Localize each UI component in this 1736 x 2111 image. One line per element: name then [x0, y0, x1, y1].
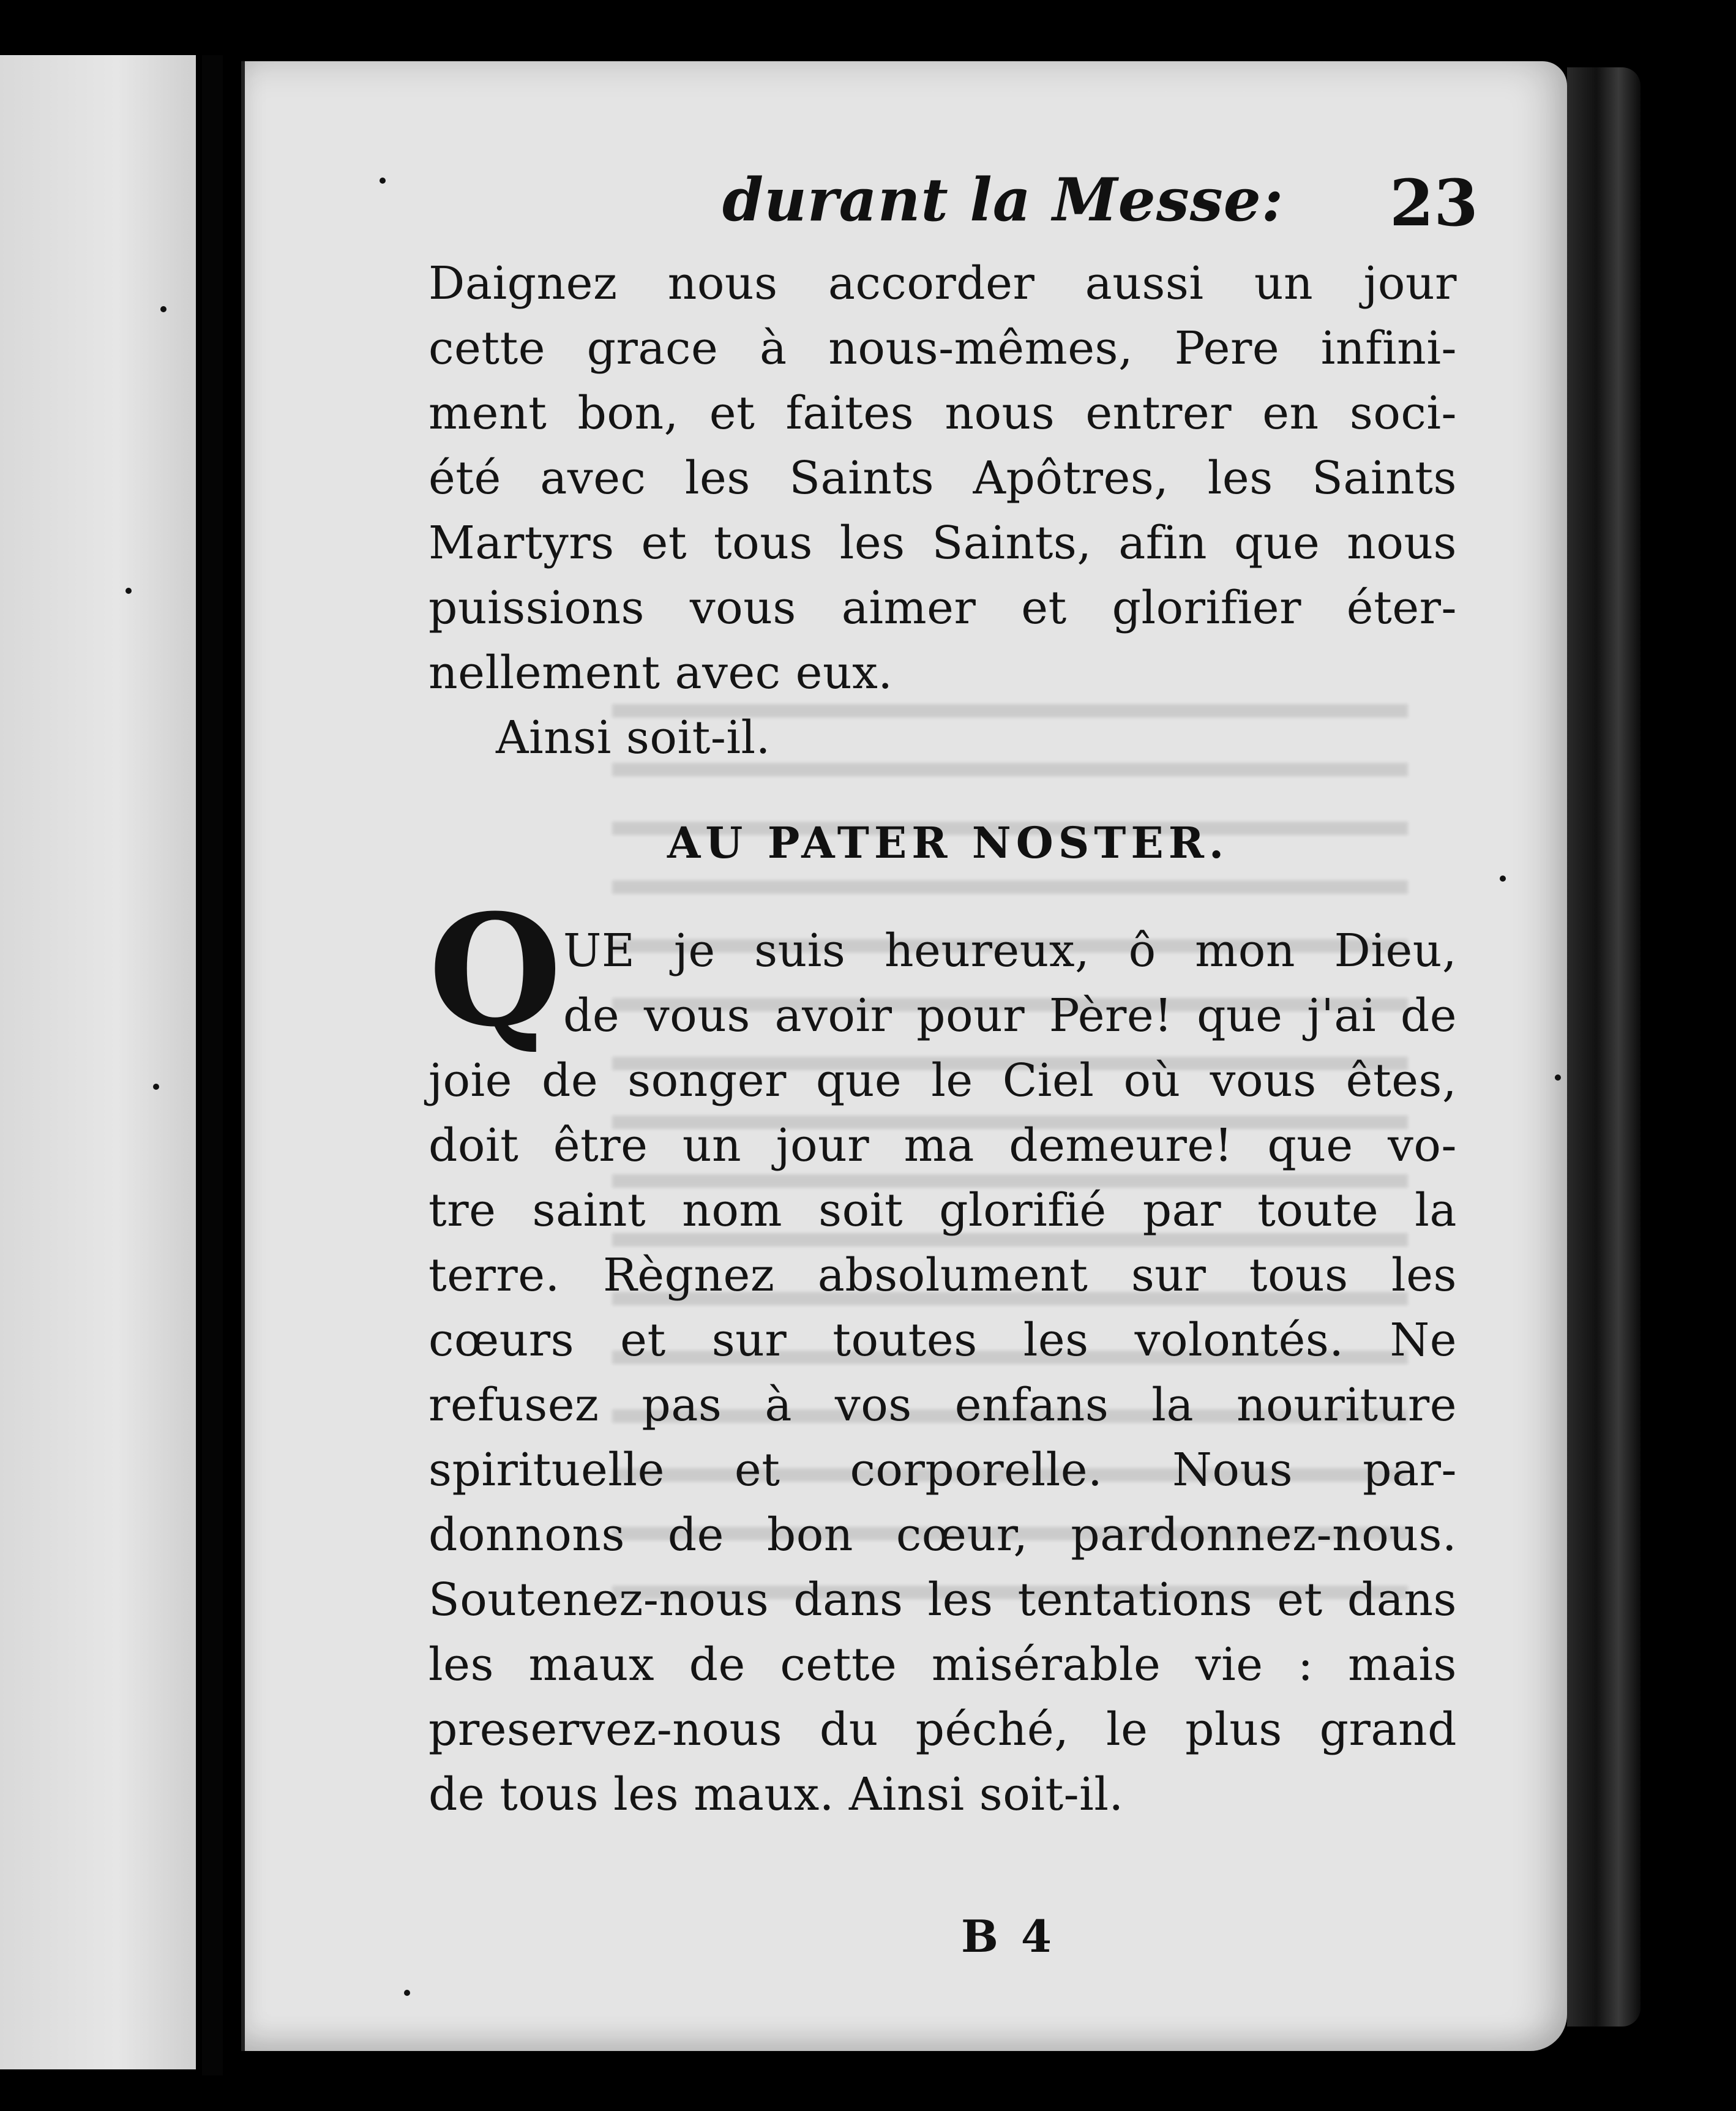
scan-speck: [1500, 876, 1506, 882]
text-line: Daignez nous accorder aussi un jour: [428, 257, 1457, 310]
section-heading: AU PATER NOSTER.: [667, 817, 1229, 868]
gutter-shadow: [202, 55, 223, 2075]
facing-page-edge: [0, 55, 196, 2069]
text-line: refusez pas à vos enfans la nouriture: [428, 1379, 1457, 1431]
text-line: Soutenez-nous dans les tentations et dans: [428, 1573, 1457, 1626]
scan-speck: [125, 588, 132, 594]
drop-cap: Q: [428, 880, 562, 1060]
scan-speck: [153, 1084, 159, 1090]
text-line: doit être un jour ma demeure! que vo-: [428, 1119, 1457, 1172]
text-line: preservez-nous du péché, le plus grand: [428, 1703, 1457, 1756]
scan-speck: [380, 178, 386, 184]
running-title: durant la Messe:: [722, 165, 1284, 234]
page-edge-stack: [1567, 67, 1641, 2027]
text-line: spirituelle et corporelle. Nous par-: [428, 1444, 1457, 1496]
text-line: les maux de cette misérable vie : mais: [428, 1638, 1457, 1691]
text-line: été avec les Saints Apôtres, les Saints: [428, 452, 1457, 504]
scan-speck: [1555, 1074, 1561, 1081]
text-line: de vous avoir pour Père! que j'ai de: [563, 989, 1457, 1042]
scan-speck: [404, 1990, 410, 1996]
text-line: cette grace à nous-mêmes, Pere infini-: [428, 322, 1457, 375]
text-line: terre. Règnez absolument sur tous les: [428, 1249, 1457, 1302]
page-number: 23: [1390, 165, 1478, 241]
text-line: Martyrs et tous les Saints, afin que nous: [428, 517, 1457, 569]
text-line: puissions vous aimer et glorifier éter-: [428, 582, 1457, 634]
text-line: joie de songer que le Ciel où vous êtes,: [428, 1054, 1457, 1107]
text-line: nellement avec eux.: [428, 647, 893, 699]
text-line: tre saint nom soit glorifié par toute la: [428, 1184, 1457, 1237]
text-line: de tous les maux. Ainsi soit-il.: [428, 1768, 1124, 1821]
text-line: ment bon, et faites nous entrer en soci-: [428, 387, 1457, 440]
scan-speck: [160, 306, 166, 312]
text-line: cœurs et sur toutes les volontés. Ne: [428, 1314, 1457, 1367]
text-line: UE je suis heureux, ô mon Dieu,: [563, 924, 1457, 977]
text-line: donnons de bon cœur, pardonnez-nous.: [428, 1509, 1457, 1561]
signature-mark: B 4: [961, 1910, 1056, 1962]
closing-line: Ainsi soit-il.: [496, 711, 771, 764]
